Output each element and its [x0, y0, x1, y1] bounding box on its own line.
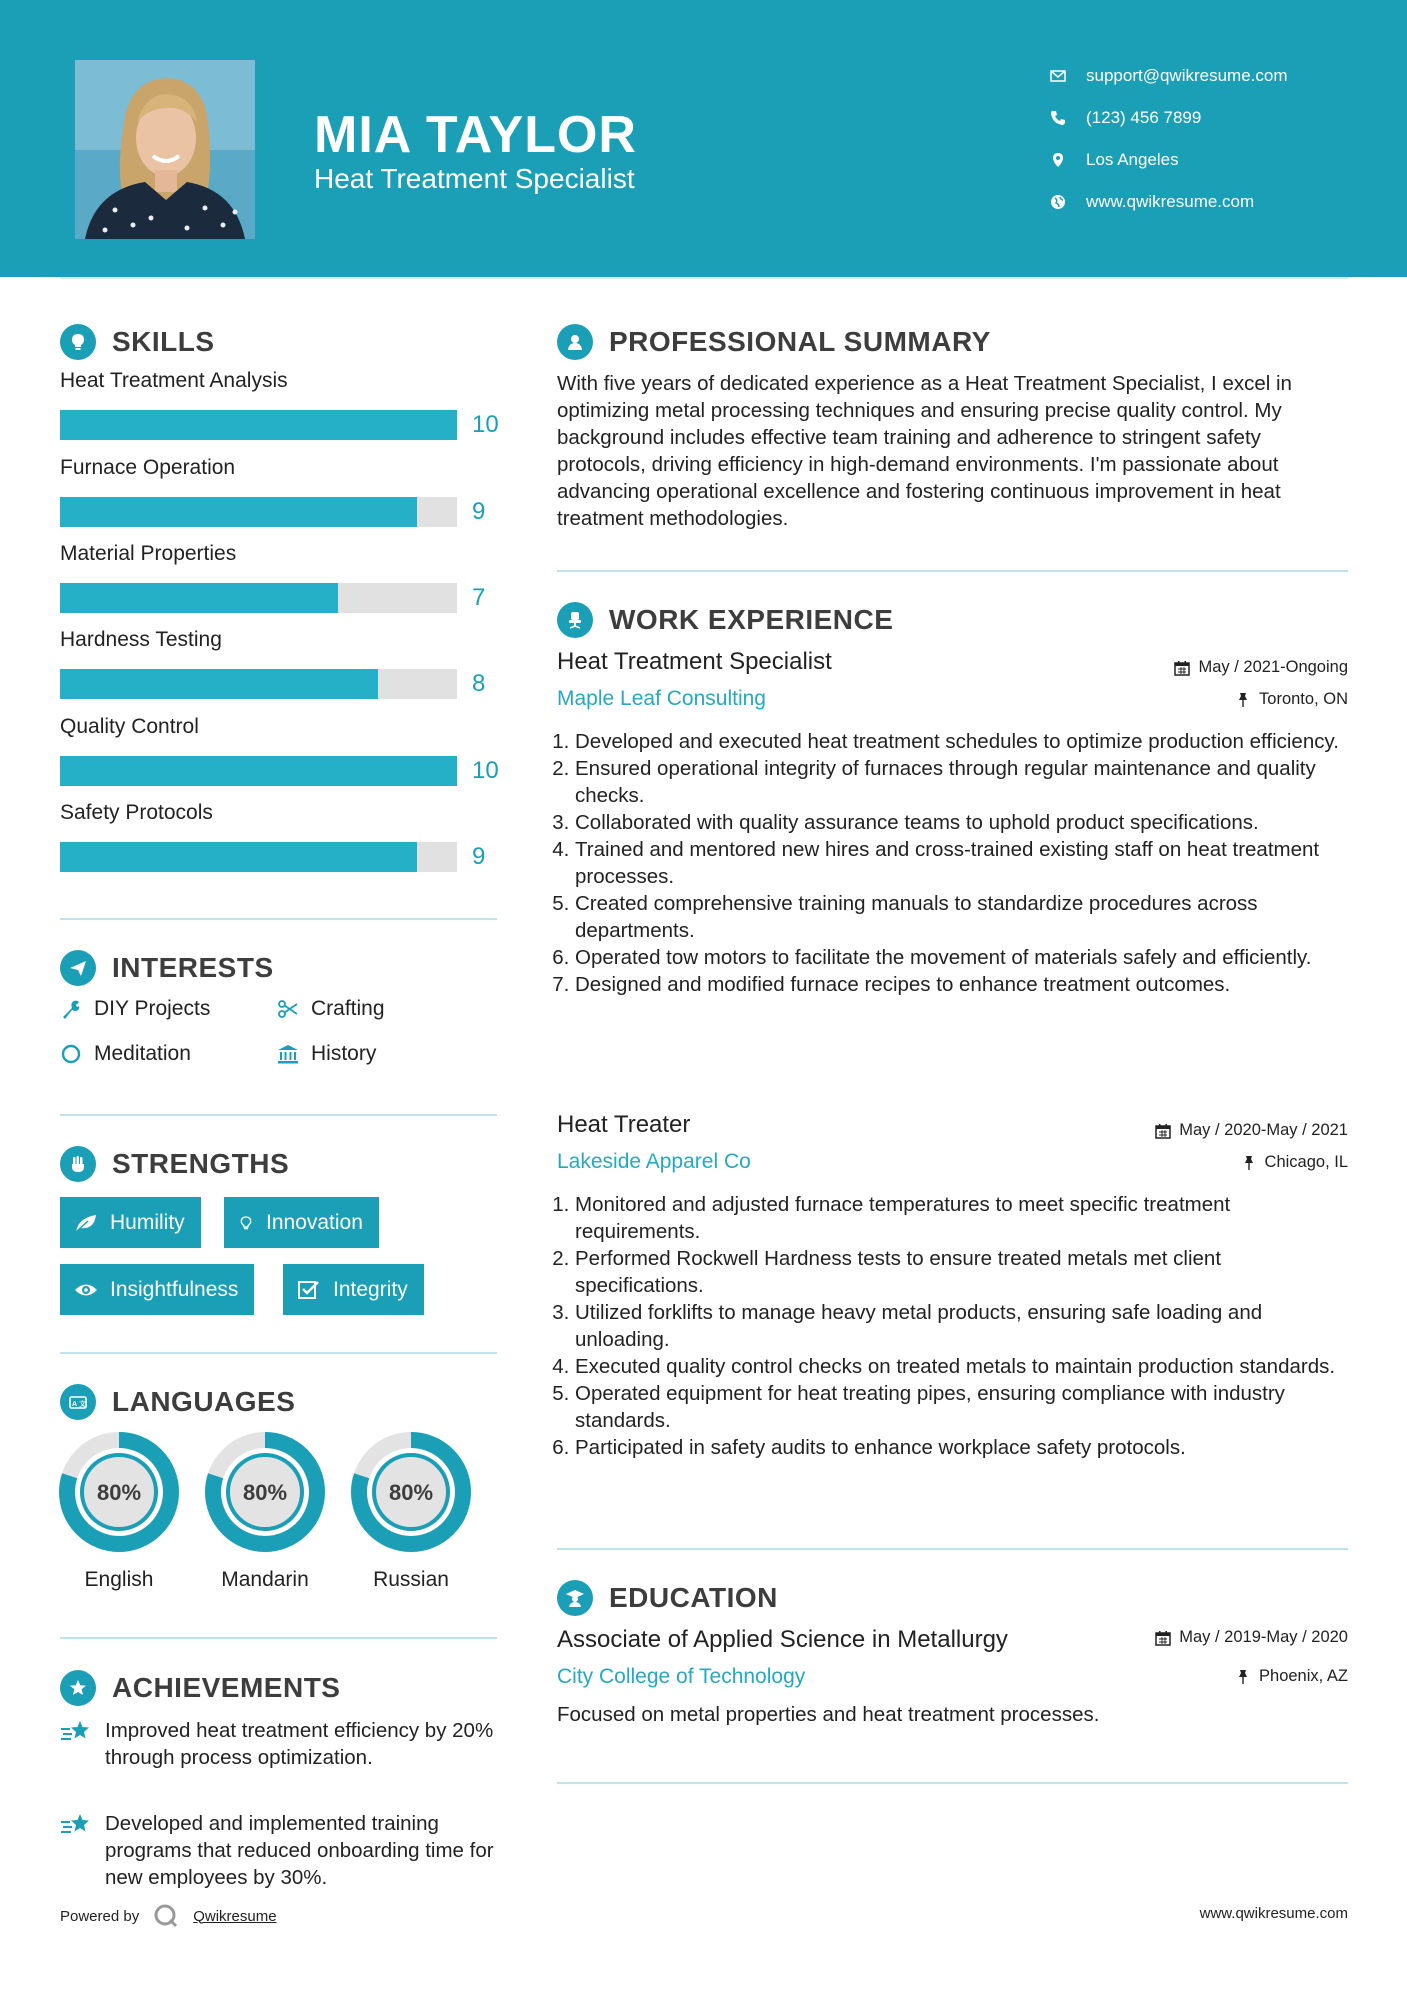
skill-name: Furnace Operation	[60, 456, 236, 479]
achievement-text: Improved heat treatment efficiency by 20% through process optimization.	[105, 1719, 494, 1769]
svg-text:文: 文	[79, 1401, 86, 1408]
degree-title: Associate of Applied Science in Metallurgy	[557, 1626, 1008, 1653]
office-chair-icon	[557, 602, 593, 638]
summary-section-header	[557, 324, 991, 360]
skill-value: 9	[472, 498, 486, 525]
job-dates-text: May / 2021-Ongoing	[1198, 658, 1348, 676]
job-dates	[1174, 658, 1348, 677]
job-title: Heat Treater	[557, 1111, 691, 1138]
duty-item: 6. Operated tow motors to facilitate the movement of materials safely and efficiently.	[575, 944, 1352, 971]
skill-value: 10	[472, 757, 499, 784]
language-name: Russian	[373, 1568, 449, 1591]
skill-name: Quality Control	[60, 715, 199, 738]
wrench-icon	[60, 998, 82, 1020]
interests-heading: INTERESTS	[112, 952, 274, 983]
job-duties	[557, 728, 1352, 998]
school-name: City College of Technology	[557, 1665, 806, 1688]
skill-item	[60, 798, 500, 870]
resume-header	[0, 0, 1407, 277]
scissors-icon	[277, 998, 299, 1020]
language-donut	[203, 1430, 327, 1554]
lightbulb-icon	[238, 1212, 254, 1234]
job-title: Heat Treatment Specialist	[557, 648, 832, 675]
interest-label: Crafting	[311, 997, 385, 1020]
language-percent: 80%	[96, 1480, 142, 1505]
duty-item: 6. Participated in safety audits to enhance workplace safety protocols.	[575, 1434, 1352, 1461]
job-location	[1235, 690, 1348, 709]
pushpin-icon	[1235, 692, 1251, 708]
achievements-heading: ACHIEVEMENTS	[112, 1672, 341, 1703]
footer-powered-by	[60, 1903, 277, 1929]
job-location-text: Toronto, ON	[1259, 690, 1348, 708]
contact-email	[1050, 55, 1380, 97]
skill-bar-fill	[60, 410, 457, 440]
strengths-heading: STRENGTHS	[112, 1148, 290, 1179]
graduate-icon	[557, 1580, 593, 1616]
profile-photo	[75, 60, 255, 239]
section-divider	[60, 1114, 497, 1116]
experience-heading: WORK EXPERIENCE	[609, 604, 894, 635]
skill-bar	[60, 842, 457, 872]
section-divider	[60, 1352, 497, 1354]
skill-bar	[60, 669, 457, 699]
duty-item: 1. Monitored and adjusted furnace temperatures to meet specific treatment requirements.	[575, 1191, 1352, 1245]
eye-icon	[74, 1279, 98, 1301]
duty-item: 2. Ensured operational integrity of furnaces through regular maintenance and quality checks.	[575, 755, 1352, 809]
skill-value: 10	[472, 411, 499, 438]
institution-icon	[277, 1043, 299, 1065]
job-location	[1241, 1153, 1348, 1172]
interest-label: Meditation	[94, 1042, 191, 1065]
duty-item: 4. Trained and mentored new hires and cross-trained existing staff on heat treatment processes.	[575, 836, 1352, 890]
language-percent: 80%	[388, 1480, 434, 1505]
skill-value: 8	[472, 670, 486, 697]
duty-item: 2. Performed Rockwell Hardness tests to ensure treated metals met client specifications.	[575, 1245, 1352, 1299]
powered-by-text: Powered by	[60, 1907, 140, 1925]
strength-tag	[283, 1264, 424, 1315]
duty-item: 5. Created comprehensive training manuals to standardize procedures across departments.	[575, 890, 1352, 944]
strength-label: Humility	[110, 1210, 185, 1234]
globe-icon	[1050, 194, 1086, 210]
pushpin-icon	[1241, 1155, 1257, 1171]
education-heading: EDUCATION	[609, 1582, 778, 1613]
experience-section-header	[557, 602, 893, 638]
shooting-star-icon	[60, 1810, 94, 1840]
contact-phone	[1050, 97, 1380, 139]
education-dates	[1155, 1628, 1348, 1647]
interest-label: DIY Projects	[94, 997, 211, 1020]
header-divider	[60, 277, 1348, 279]
hand-icon	[60, 1146, 96, 1182]
job-dates	[1155, 1121, 1348, 1140]
languages-heading: LANGUAGES	[112, 1386, 296, 1417]
company-name: Lakeside Apparel Co	[557, 1150, 751, 1173]
contact-location	[1050, 139, 1380, 181]
star-badge-icon	[60, 1670, 96, 1706]
skill-bar	[60, 497, 457, 527]
language-donut	[349, 1430, 473, 1554]
skill-value: 9	[472, 843, 486, 870]
contact-email-text[interactable]: support@qwikresume.com	[1086, 66, 1288, 85]
skill-bar-fill	[60, 583, 338, 613]
skill-bar	[60, 756, 457, 786]
language-item	[349, 1430, 473, 1592]
footer-website[interactable]: www.qwikresume.com	[1199, 1905, 1348, 1922]
interests-section-header	[60, 950, 274, 986]
skill-name: Heat Treatment Analysis	[60, 369, 288, 392]
skills-section-header	[60, 324, 215, 360]
section-divider	[60, 918, 497, 920]
skill-bar-fill	[60, 842, 417, 872]
qwikresume-logo-icon	[153, 1903, 179, 1929]
language-name: English	[84, 1568, 154, 1591]
skill-bar	[60, 410, 457, 440]
job-dates-text: May / 2020-May / 2021	[1179, 1121, 1348, 1139]
candidate-title: Heat Treatment Specialist	[314, 163, 635, 194]
language-card-icon	[60, 1384, 96, 1420]
shooting-star-icon	[60, 1717, 94, 1747]
strength-label: Integrity	[333, 1277, 408, 1301]
section-divider	[60, 1637, 497, 1639]
strength-tag	[224, 1197, 379, 1248]
strengths-section-header	[60, 1146, 289, 1182]
qwikresume-link[interactable]: Qwikresume	[193, 1907, 277, 1925]
summary-heading: PROFESSIONAL SUMMARY	[609, 326, 991, 357]
section-divider	[557, 570, 1348, 572]
skill-name: Safety Protocols	[60, 801, 213, 824]
languages-section-header	[60, 1384, 295, 1420]
map-pin-icon	[1050, 152, 1086, 168]
skill-value: 7	[472, 584, 486, 611]
interest-item	[277, 997, 385, 1021]
duty-item: 7. Designed and modified furnace recipes to enhance treatment outcomes.	[575, 971, 1352, 998]
education-section-header	[557, 1580, 778, 1616]
lightbulb-icon	[60, 324, 96, 360]
contact-block	[1050, 55, 1380, 223]
calendar-icon	[1155, 1123, 1171, 1139]
paper-plane-icon	[60, 950, 96, 986]
duty-item: 3. Utilized forklifts to manage heavy metal products, ensuring safe loading and unloading.	[575, 1299, 1352, 1353]
svg-text:A: A	[72, 1401, 78, 1408]
user-icon	[557, 324, 593, 360]
achievements-section-header	[60, 1670, 340, 1706]
skill-bar-fill	[60, 756, 457, 786]
strength-tag	[60, 1197, 201, 1248]
company-name: Maple Leaf Consulting	[557, 687, 766, 710]
job-duties	[557, 1191, 1352, 1461]
achievement-text: Developed and implemented training programs that reduced onboarding time for new employees by 30%.	[105, 1812, 494, 1889]
summary-text: With five years of dedicated experience as a Heat Treatment Specialist, I excel in optimizing metal processing techniques and ensuring precise quality control. My background includes effective team training and adherence to stringent safety protocols, driving efficiency in high-demand environments. I'm passionate about advancing operational excellence and fostering continuous improvement in heat treatment methodologies.	[557, 372, 1292, 530]
skill-bar-fill	[60, 497, 417, 527]
contact-phone-text: (123) 456 7899	[1086, 108, 1202, 127]
achievement-item	[60, 1810, 500, 1891]
candidate-name: MIA TAYLOR	[314, 106, 637, 164]
education-dates-text: May / 2019-May / 2020	[1179, 1628, 1348, 1646]
leaf-icon	[74, 1212, 98, 1234]
calendar-icon	[1155, 1630, 1171, 1646]
interest-item	[60, 997, 210, 1021]
skill-item	[60, 453, 500, 525]
circle-icon	[60, 1043, 82, 1065]
contact-location-text: Los Angeles	[1086, 150, 1179, 169]
skill-item	[60, 712, 500, 784]
education-description: Focused on metal properties and heat treatment processes.	[557, 1703, 1100, 1726]
education-location-text: Phoenix, AZ	[1259, 1667, 1348, 1685]
skill-name: Hardness Testing	[60, 628, 222, 651]
pushpin-icon	[1235, 1669, 1251, 1685]
checkbox-icon	[297, 1279, 321, 1301]
interest-item	[60, 1042, 191, 1066]
envelope-icon	[1050, 68, 1086, 84]
skill-item	[60, 625, 500, 697]
strength-tag	[60, 1264, 254, 1315]
language-donut	[57, 1430, 181, 1554]
skill-bar	[60, 583, 457, 613]
contact-website	[1050, 181, 1380, 223]
duty-item: 5. Operated equipment for heat treating pipes, ensuring compliance with industry standards.	[575, 1380, 1352, 1434]
strength-label: Innovation	[266, 1210, 363, 1234]
interest-item	[277, 1042, 376, 1066]
duty-item: 3. Collaborated with quality assurance teams to uphold product specifications.	[575, 809, 1352, 836]
job-location-text: Chicago, IL	[1264, 1153, 1348, 1171]
skill-bar-fill	[60, 669, 378, 699]
skill-name: Material Properties	[60, 542, 237, 565]
skills-heading: SKILLS	[112, 326, 215, 357]
achievement-item	[60, 1717, 500, 1771]
education-location	[1235, 1667, 1348, 1686]
section-divider	[557, 1548, 1348, 1550]
skill-item	[60, 366, 500, 438]
language-percent: 80%	[242, 1480, 288, 1505]
duty-item: 1. Developed and executed heat treatment schedules to optimize production efficiency.	[575, 728, 1352, 755]
duty-item: 4. Executed quality control checks on treated metals to maintain production standards.	[575, 1353, 1352, 1380]
language-item	[57, 1430, 181, 1592]
language-item	[203, 1430, 327, 1592]
strength-label: Insightfulness	[110, 1277, 239, 1301]
section-divider	[557, 1782, 1348, 1784]
contact-website-text[interactable]: www.qwikresume.com	[1086, 192, 1255, 211]
calendar-icon	[1174, 660, 1190, 676]
skill-item	[60, 539, 500, 611]
phone-icon	[1050, 110, 1086, 126]
interest-label: History	[311, 1042, 377, 1065]
language-name: Mandarin	[221, 1568, 309, 1591]
